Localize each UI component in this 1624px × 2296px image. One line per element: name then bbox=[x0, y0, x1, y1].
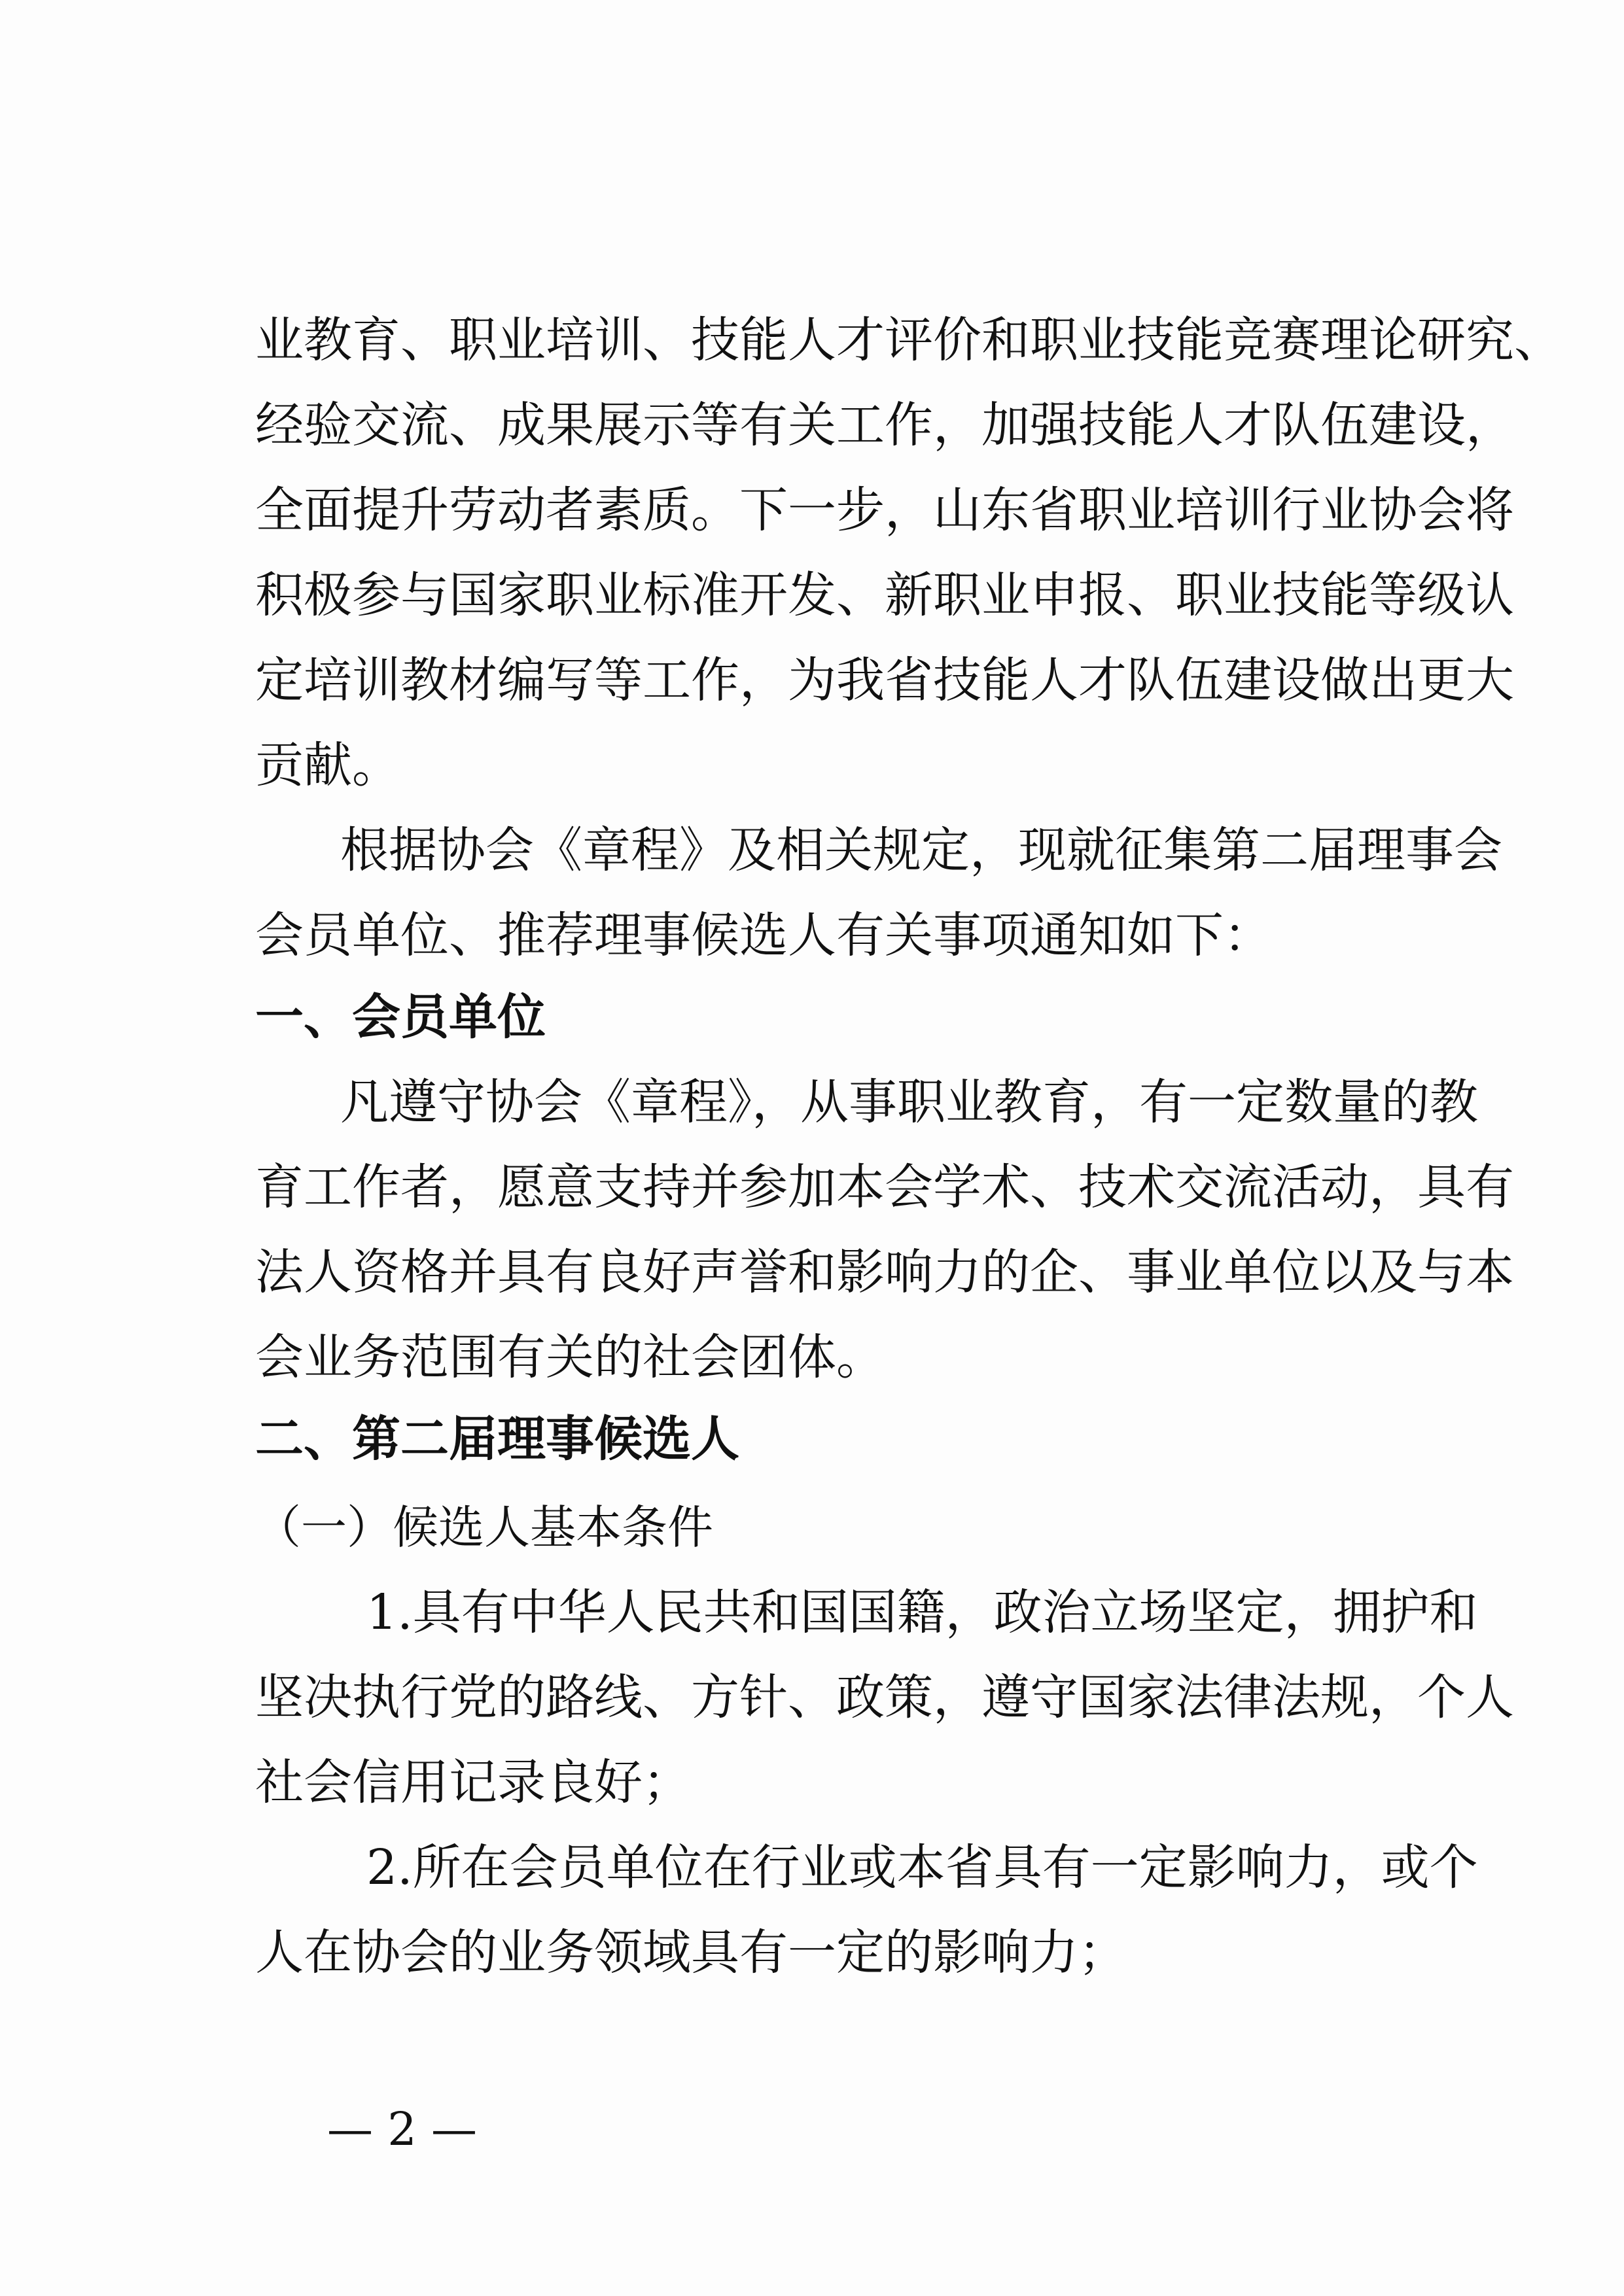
page-number: — 2 — bbox=[327, 2102, 478, 2156]
list-item-first-line: 1.具有中华人民共和国国籍，政治立场坚定，拥护和 bbox=[366, 1584, 1478, 1641]
section-heading-director-candidates: 二、第二届理事候选人 bbox=[255, 1411, 739, 1467]
section-heading-member-units: 一、会员单位 bbox=[255, 989, 546, 1045]
body-text-line: 社会信用记录良好； bbox=[255, 1754, 691, 1811]
body-text-line: 会业务范围有关的社会团体。 bbox=[255, 1329, 885, 1385]
body-text-line: 定培训教材编写等工作，为我省技能人才队伍建设做出更大 bbox=[255, 652, 1514, 708]
body-text-line: 业教育、职业培训、技能人才评价和职业技能竞赛理论研究、 bbox=[255, 312, 1562, 368]
body-text-line: 坚决执行党的路线、方针、政策，遵守国家法律法规，个人 bbox=[255, 1669, 1514, 1726]
body-text-line: 积极参与国家职业标准开发、新职业申报、职业技能等级认 bbox=[255, 567, 1514, 623]
paragraph-first-line: 根据协会《章程》及相关规定，现就征集第二届理事会 bbox=[340, 822, 1502, 878]
body-text-line: 全面提升劳动者素质。下一步，山东省职业培训行业协会将 bbox=[255, 482, 1514, 538]
body-text-line: 法人资格并具有良好声誉和影响力的企、事业单位以及与本 bbox=[255, 1244, 1514, 1300]
subsection-heading-basic-conditions: （一）候选人基本条件 bbox=[255, 1501, 713, 1554]
body-text-line: 育工作者，愿意支持并参加本会学术、技术交流活动，具有 bbox=[255, 1159, 1514, 1215]
body-text-line: 会员单位、推荐理事候选人有关事项通知如下： bbox=[255, 907, 1272, 964]
body-text-line: 贡献。 bbox=[255, 737, 400, 793]
list-item-first-line: 2.所在会员单位在行业或本省具有一定影响力，或个 bbox=[366, 1839, 1478, 1896]
body-text-line: 经验交流、成果展示等有关工作，加强技能人才队伍建设， bbox=[255, 397, 1514, 453]
body-text-line: 人在协会的业务领域具有一定的影响力； bbox=[255, 1924, 1127, 1981]
paragraph-first-line: 凡遵守协会《章程》，从事职业教育，有一定数量的教 bbox=[340, 1074, 1478, 1130]
